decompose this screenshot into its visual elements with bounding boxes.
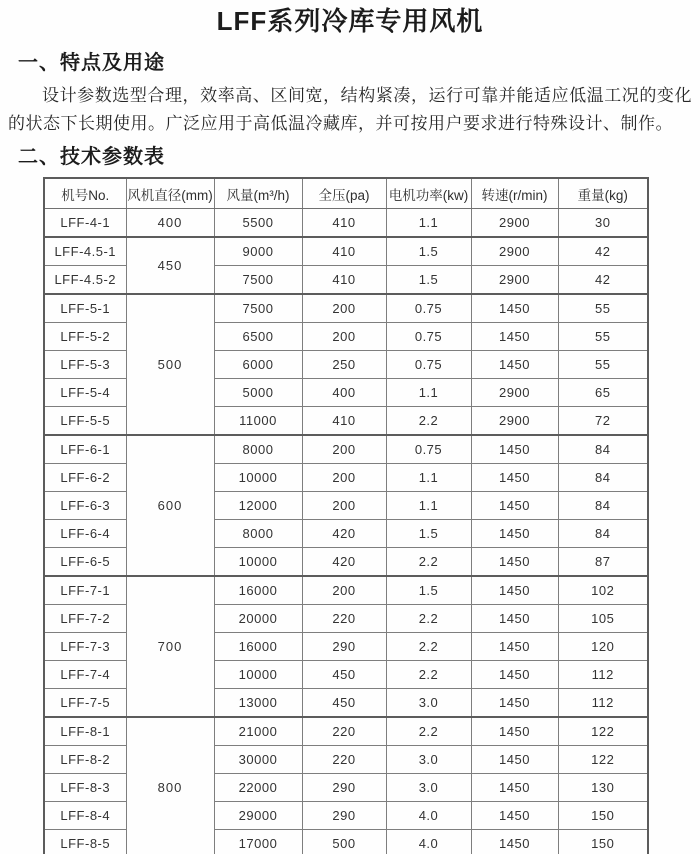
column-header: 风机直径(mm) bbox=[126, 178, 214, 209]
column-header: 机号No. bbox=[44, 178, 126, 209]
column-header: 全压(pa) bbox=[302, 178, 386, 209]
value-cell: 122 bbox=[558, 717, 648, 746]
value-cell: 5500 bbox=[214, 209, 302, 238]
value-cell: 112 bbox=[558, 689, 648, 718]
value-cell: 20000 bbox=[214, 605, 302, 633]
section-heading-specs: 二、技术参数表 bbox=[18, 146, 165, 168]
page-title: LFF系列冷库专用风机 bbox=[216, 6, 484, 36]
value-cell: 290 bbox=[302, 774, 386, 802]
value-cell: 1.1 bbox=[386, 492, 471, 520]
value-cell: 8000 bbox=[214, 520, 302, 548]
value-cell: 200 bbox=[302, 464, 386, 492]
value-cell: 1450 bbox=[471, 323, 558, 351]
diameter-cell: 500 bbox=[126, 294, 214, 435]
model-cell: LFF-5-5 bbox=[44, 407, 126, 436]
model-cell: LFF-7-1 bbox=[44, 576, 126, 605]
value-cell: 11000 bbox=[214, 407, 302, 436]
value-cell: 1450 bbox=[471, 492, 558, 520]
value-cell: 1450 bbox=[471, 830, 558, 854]
value-cell: 17000 bbox=[214, 830, 302, 854]
value-cell: 1450 bbox=[471, 605, 558, 633]
value-cell: 200 bbox=[302, 294, 386, 323]
value-cell: 1450 bbox=[471, 576, 558, 605]
value-cell: 1.1 bbox=[386, 379, 471, 407]
value-cell: 1.5 bbox=[386, 520, 471, 548]
value-cell: 1450 bbox=[471, 689, 558, 718]
value-cell: 112 bbox=[558, 661, 648, 689]
value-cell: 72 bbox=[558, 407, 648, 436]
value-cell: 220 bbox=[302, 717, 386, 746]
value-cell: 2900 bbox=[471, 407, 558, 436]
value-cell: 8000 bbox=[214, 435, 302, 464]
value-cell: 1450 bbox=[471, 661, 558, 689]
value-cell: 1.1 bbox=[386, 209, 471, 238]
value-cell: 1450 bbox=[471, 351, 558, 379]
value-cell: 3.0 bbox=[386, 774, 471, 802]
specs-table-body bbox=[44, 209, 648, 854]
value-cell: 200 bbox=[302, 435, 386, 464]
value-cell: 1.5 bbox=[386, 576, 471, 605]
value-cell: 410 bbox=[302, 237, 386, 266]
value-cell: 0.75 bbox=[386, 351, 471, 379]
column-header: 转速(r/min) bbox=[471, 178, 558, 209]
table-row bbox=[44, 294, 648, 323]
value-cell: 1450 bbox=[471, 520, 558, 548]
value-cell: 2900 bbox=[471, 266, 558, 295]
value-cell: 1450 bbox=[471, 464, 558, 492]
value-cell: 7500 bbox=[214, 266, 302, 295]
column-header: 重量(kg) bbox=[558, 178, 648, 209]
value-cell: 450 bbox=[302, 689, 386, 718]
value-cell: 55 bbox=[558, 323, 648, 351]
value-cell: 290 bbox=[302, 802, 386, 830]
specs-table-header-row bbox=[44, 178, 648, 209]
value-cell: 220 bbox=[302, 605, 386, 633]
model-cell: LFF-6-1 bbox=[44, 435, 126, 464]
value-cell: 410 bbox=[302, 266, 386, 295]
value-cell: 21000 bbox=[214, 717, 302, 746]
value-cell: 10000 bbox=[214, 464, 302, 492]
value-cell: 84 bbox=[558, 492, 648, 520]
value-cell: 105 bbox=[558, 605, 648, 633]
column-header: 电机功率(kw) bbox=[386, 178, 471, 209]
value-cell: 1450 bbox=[471, 435, 558, 464]
value-cell: 420 bbox=[302, 520, 386, 548]
table-row bbox=[44, 576, 648, 605]
value-cell: 1450 bbox=[471, 746, 558, 774]
value-cell: 55 bbox=[558, 351, 648, 379]
value-cell: 87 bbox=[558, 548, 648, 577]
value-cell: 6500 bbox=[214, 323, 302, 351]
model-cell: LFF-7-3 bbox=[44, 633, 126, 661]
value-cell: 400 bbox=[302, 379, 386, 407]
value-cell: 2.2 bbox=[386, 717, 471, 746]
value-cell: 500 bbox=[302, 830, 386, 854]
value-cell: 30 bbox=[558, 209, 648, 238]
value-cell: 1450 bbox=[471, 548, 558, 577]
diameter-cell: 600 bbox=[126, 435, 214, 576]
value-cell: 1450 bbox=[471, 802, 558, 830]
value-cell: 420 bbox=[302, 548, 386, 577]
value-cell: 84 bbox=[558, 435, 648, 464]
value-cell: 29000 bbox=[214, 802, 302, 830]
value-cell: 2.2 bbox=[386, 605, 471, 633]
value-cell: 0.75 bbox=[386, 435, 471, 464]
value-cell: 7500 bbox=[214, 294, 302, 323]
value-cell: 2900 bbox=[471, 237, 558, 266]
value-cell: 16000 bbox=[214, 633, 302, 661]
value-cell: 122 bbox=[558, 746, 648, 774]
value-cell: 22000 bbox=[214, 774, 302, 802]
table-row bbox=[44, 435, 648, 464]
value-cell: 220 bbox=[302, 746, 386, 774]
value-cell: 2900 bbox=[471, 209, 558, 238]
model-cell: LFF-7-2 bbox=[44, 605, 126, 633]
value-cell: 42 bbox=[558, 266, 648, 295]
value-cell: 2900 bbox=[471, 379, 558, 407]
model-cell: LFF-7-4 bbox=[44, 661, 126, 689]
value-cell: 2.2 bbox=[386, 633, 471, 661]
value-cell: 10000 bbox=[214, 661, 302, 689]
model-cell: LFF-8-1 bbox=[44, 717, 126, 746]
value-cell: 200 bbox=[302, 492, 386, 520]
model-cell: LFF-6-2 bbox=[44, 464, 126, 492]
value-cell: 1450 bbox=[471, 717, 558, 746]
value-cell: 6000 bbox=[214, 351, 302, 379]
value-cell: 1.5 bbox=[386, 237, 471, 266]
value-cell: 4.0 bbox=[386, 830, 471, 854]
diameter-cell: 800 bbox=[126, 717, 214, 854]
value-cell: 102 bbox=[558, 576, 648, 605]
value-cell: 65 bbox=[558, 379, 648, 407]
model-cell: LFF-5-4 bbox=[44, 379, 126, 407]
value-cell: 42 bbox=[558, 237, 648, 266]
value-cell: 1450 bbox=[471, 774, 558, 802]
diameter-cell: 700 bbox=[126, 576, 214, 717]
table-row bbox=[44, 237, 648, 266]
value-cell: 410 bbox=[302, 209, 386, 238]
section-heading-features: 一、特点及用途 bbox=[18, 52, 165, 74]
model-cell: LFF-7-5 bbox=[44, 689, 126, 718]
value-cell: 150 bbox=[558, 802, 648, 830]
value-cell: 5000 bbox=[214, 379, 302, 407]
value-cell: 450 bbox=[302, 661, 386, 689]
value-cell: 2.2 bbox=[386, 548, 471, 577]
model-cell: LFF-8-3 bbox=[44, 774, 126, 802]
model-cell: LFF-8-5 bbox=[44, 830, 126, 854]
value-cell: 84 bbox=[558, 464, 648, 492]
model-cell: LFF-4.5-2 bbox=[44, 266, 126, 295]
model-cell: LFF-4.5-1 bbox=[44, 237, 126, 266]
model-cell: LFF-6-4 bbox=[44, 520, 126, 548]
value-cell: 10000 bbox=[214, 548, 302, 577]
value-cell: 30000 bbox=[214, 746, 302, 774]
value-cell: 9000 bbox=[214, 237, 302, 266]
diameter-cell: 400 bbox=[126, 209, 214, 238]
value-cell: 1.1 bbox=[386, 464, 471, 492]
value-cell: 1450 bbox=[471, 633, 558, 661]
value-cell: 4.0 bbox=[386, 802, 471, 830]
value-cell: 13000 bbox=[214, 689, 302, 718]
value-cell: 1450 bbox=[471, 294, 558, 323]
model-cell: LFF-6-3 bbox=[44, 492, 126, 520]
value-cell: 16000 bbox=[214, 576, 302, 605]
model-cell: LFF-8-4 bbox=[44, 802, 126, 830]
value-cell: 0.75 bbox=[386, 294, 471, 323]
value-cell: 200 bbox=[302, 576, 386, 605]
value-cell: 3.0 bbox=[386, 689, 471, 718]
value-cell: 120 bbox=[558, 633, 648, 661]
value-cell: 150 bbox=[558, 830, 648, 854]
value-cell: 410 bbox=[302, 407, 386, 436]
value-cell: 12000 bbox=[214, 492, 302, 520]
model-cell: LFF-4-1 bbox=[44, 209, 126, 238]
specs-table bbox=[43, 177, 649, 854]
value-cell: 130 bbox=[558, 774, 648, 802]
model-cell: LFF-6-5 bbox=[44, 548, 126, 577]
value-cell: 0.75 bbox=[386, 323, 471, 351]
table-row bbox=[44, 209, 648, 238]
value-cell: 84 bbox=[558, 520, 648, 548]
value-cell: 250 bbox=[302, 351, 386, 379]
value-cell: 3.0 bbox=[386, 746, 471, 774]
features-paragraph: 设计参数选型合理，效率高、区间宽，结构紧凑，运行可靠并能适应低温工况的变化的状态下长期使用。广泛应用于高低温冷藏库，并可按用户要求进行特殊设计、制作。 bbox=[8, 86, 692, 133]
value-cell: 200 bbox=[302, 323, 386, 351]
model-cell: LFF-5-2 bbox=[44, 323, 126, 351]
column-header: 风量(m³/h) bbox=[214, 178, 302, 209]
value-cell: 290 bbox=[302, 633, 386, 661]
model-cell: LFF-5-3 bbox=[44, 351, 126, 379]
diameter-cell: 450 bbox=[126, 237, 214, 294]
model-cell: LFF-5-1 bbox=[44, 294, 126, 323]
value-cell: 1.5 bbox=[386, 266, 471, 295]
value-cell: 2.2 bbox=[386, 407, 471, 436]
value-cell: 55 bbox=[558, 294, 648, 323]
model-cell: LFF-8-2 bbox=[44, 746, 126, 774]
table-row bbox=[44, 717, 648, 746]
value-cell: 2.2 bbox=[386, 661, 471, 689]
